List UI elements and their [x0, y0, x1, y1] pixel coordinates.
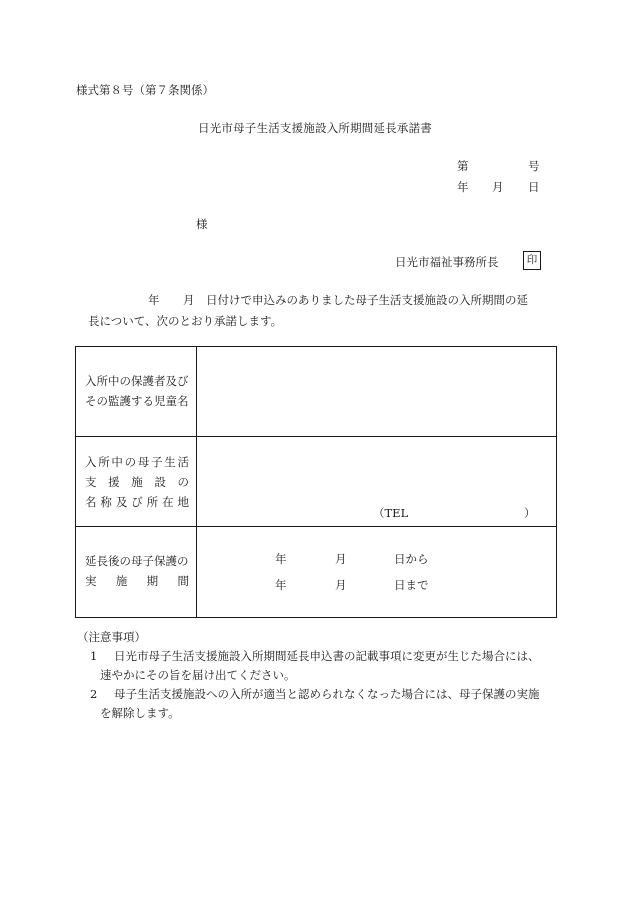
period-label-line-1: 延長後の母子保護の: [85, 554, 189, 568]
details-table: [75, 346, 557, 618]
period-to-month: 月: [335, 578, 347, 592]
note-1-line-2: 速やかにその旨を届け出てください。: [100, 668, 296, 682]
column-divider: [196, 347, 197, 436]
column-divider: [196, 527, 197, 617]
form-number: 様式第８号（第７条関係）: [76, 83, 214, 97]
facility-tel-open: （TEL: [373, 506, 409, 520]
seal-stamp-mark: 印: [523, 251, 541, 270]
notes-heading: （注意事項）: [77, 630, 146, 644]
note-2-line-1: 母子生活支援施設への入所が適当と認められなくなった場合には、母子保護の実施: [114, 687, 540, 701]
guardian-label-line-1: 入所中の保護者及び: [85, 374, 189, 388]
period-from-day: 日から: [394, 552, 429, 566]
period-from-month: 月: [335, 552, 347, 566]
table-row-period: [76, 527, 556, 617]
application-date-year: 年: [148, 293, 160, 307]
facility-label-line-1: 入所中の母子生活: [85, 455, 189, 469]
period-from-year: 年: [275, 552, 287, 566]
note-1-number: 1: [90, 649, 98, 663]
column-divider: [196, 437, 197, 526]
facility-label-line-3: 名称及び所在地: [85, 495, 189, 509]
facility-tel-close: ）: [524, 506, 536, 520]
body-text-line-1: 日付けで申込みのありました母子生活支援施設の入所期間の延: [206, 293, 528, 307]
table-row-guardian: [76, 347, 556, 437]
issuer-name: 日光市福祉事務所長: [395, 255, 499, 269]
body-text-line-2: 長について、次のとおり承諾します。: [88, 314, 283, 328]
period-to-day: 日まで: [394, 578, 429, 592]
reference-number-suffix: 号: [528, 159, 540, 173]
note-2-line-2: を解除します。: [100, 706, 180, 720]
issue-date-day: 日: [528, 180, 540, 194]
table-row-facility: [76, 437, 556, 527]
period-to-year: 年: [275, 578, 287, 592]
facility-label-line-2: 支援施設の: [85, 475, 189, 489]
document-title: 日光市母子生活支援施設入所期間延長承諾書: [198, 121, 432, 135]
reference-number-prefix: 第: [457, 159, 469, 173]
issue-date-year: 年: [457, 180, 469, 194]
note-1-line-1: 日光市母子生活支援施設入所期間延長申込書の記載事項に変更が生じた場合には、: [114, 649, 540, 663]
note-2-number: 2: [90, 687, 98, 701]
addressee-honorific: 様: [196, 217, 208, 231]
issue-date-month: 月: [492, 180, 504, 194]
application-date-month: 月: [183, 293, 195, 307]
guardian-label-line-2: その監護する児童名: [85, 394, 189, 408]
period-label-line-2: 実施期間: [85, 574, 189, 588]
